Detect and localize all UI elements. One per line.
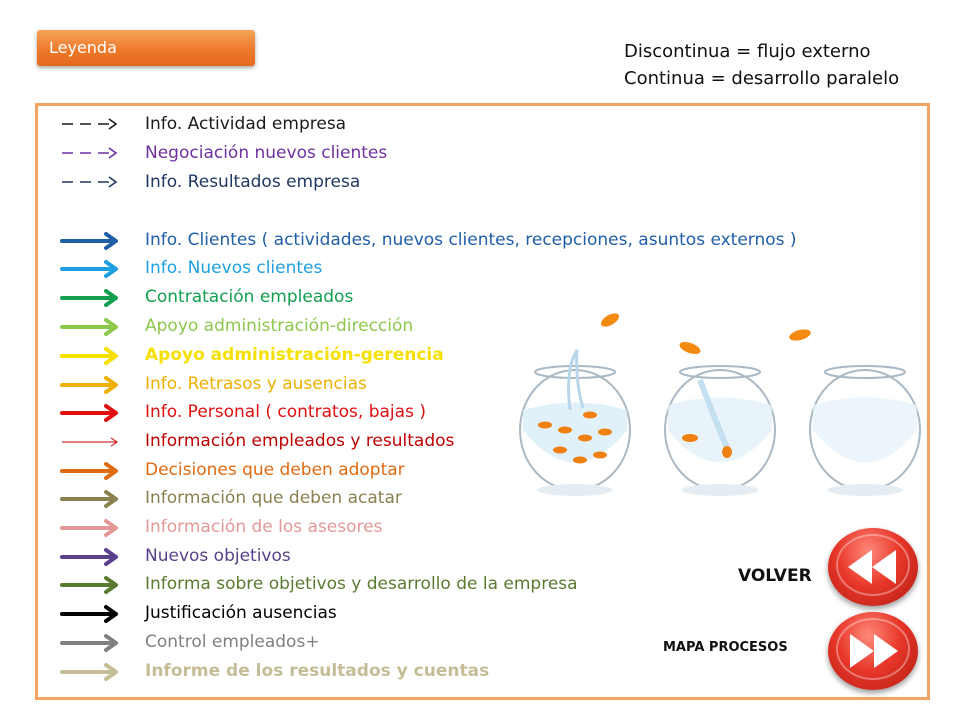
legend-arrow-icon (58, 342, 120, 368)
legend-label: Decisiones que deben adoptar (145, 460, 405, 480)
legend-label: Info. Nuevos clientes (145, 258, 323, 278)
legend-arrow-icon (58, 284, 120, 310)
legend-label: Info. Actividad empresa (145, 114, 347, 134)
legend-arrow-icon (58, 629, 120, 655)
legend-arrow-icon (58, 428, 120, 454)
legend-arrow-icon (58, 371, 120, 397)
legend-arrow-icon (58, 399, 120, 425)
legend-row (58, 571, 658, 597)
legend-row (58, 140, 658, 166)
mapa-procesos-button[interactable] (828, 612, 918, 690)
legend-arrow-icon (58, 227, 120, 253)
legend-label: Información de los asesores (145, 517, 383, 537)
fishbowl-illustration (515, 290, 925, 510)
legend-row (58, 169, 658, 195)
legend-label: Contratación empleados (145, 287, 354, 307)
legend-row (58, 111, 658, 137)
note-dashed: Discontinua = flujo externo (624, 41, 871, 62)
legend-arrow-icon (58, 169, 120, 195)
legend-notes (624, 38, 899, 92)
legend-row (58, 227, 797, 253)
legend-arrow-icon (58, 255, 120, 281)
note-solid: Continua = desarrollo paralelo (624, 68, 900, 89)
legend-arrow-icon (58, 140, 120, 166)
legend-label: Nuevos objetivos (145, 546, 291, 566)
legend-arrow-icon (58, 313, 120, 339)
legend-row (58, 629, 658, 655)
legend-label: Informe de los resultados y cuentas (145, 661, 490, 681)
legend-label: Informa sobre objetivos y desarrollo de la empresa (145, 574, 578, 594)
legend-label: Información que deben acatar (145, 488, 402, 508)
legend-label: Información empleados y resultados (145, 431, 455, 451)
fishbowl-right (810, 366, 920, 496)
legend-label: Info. Resultados empresa (145, 172, 361, 192)
legend-label: Info. Clientes ( actividades, nuevos clientes, recepciones, asuntos externos ) (145, 230, 797, 250)
volver-label[interactable]: VOLVER (738, 566, 812, 586)
fast-forward-icon (828, 612, 918, 690)
legend-label: Info. Personal ( contratos, bajas ) (145, 402, 426, 422)
legend-row (58, 543, 658, 569)
legend-arrow-icon (58, 514, 120, 540)
legend-label: Info. Retrasos y ausencias (145, 374, 367, 394)
fishbowl-left (520, 350, 630, 496)
legend-row (58, 658, 658, 684)
legend-row (58, 600, 658, 626)
legend-label: Negociación nuevos clientes (145, 143, 388, 163)
volver-button[interactable] (828, 528, 918, 606)
mapa-procesos-label[interactable]: MAPA PROCESOS (663, 640, 788, 655)
rewind-icon (828, 528, 918, 606)
legend-arrow-icon (58, 571, 120, 597)
legend-label: Apoyo administración-dirección (145, 316, 414, 336)
legend-row (58, 255, 658, 281)
legend-label: Control empleados+ (145, 632, 320, 652)
legend-arrow-icon (58, 485, 120, 511)
legend-label: Apoyo administración-gerencia (145, 345, 444, 365)
legend-arrow-icon (58, 543, 120, 569)
legend-row (58, 514, 658, 540)
legend-arrow-icon (58, 457, 120, 483)
legend-arrow-icon (58, 658, 120, 684)
legend-arrow-icon (58, 600, 120, 626)
fishbowl-middle (665, 366, 775, 496)
legend-arrow-icon (58, 111, 120, 137)
legend-label: Justificación ausencias (145, 603, 337, 623)
leyenda-button[interactable]: Leyenda (37, 30, 255, 66)
